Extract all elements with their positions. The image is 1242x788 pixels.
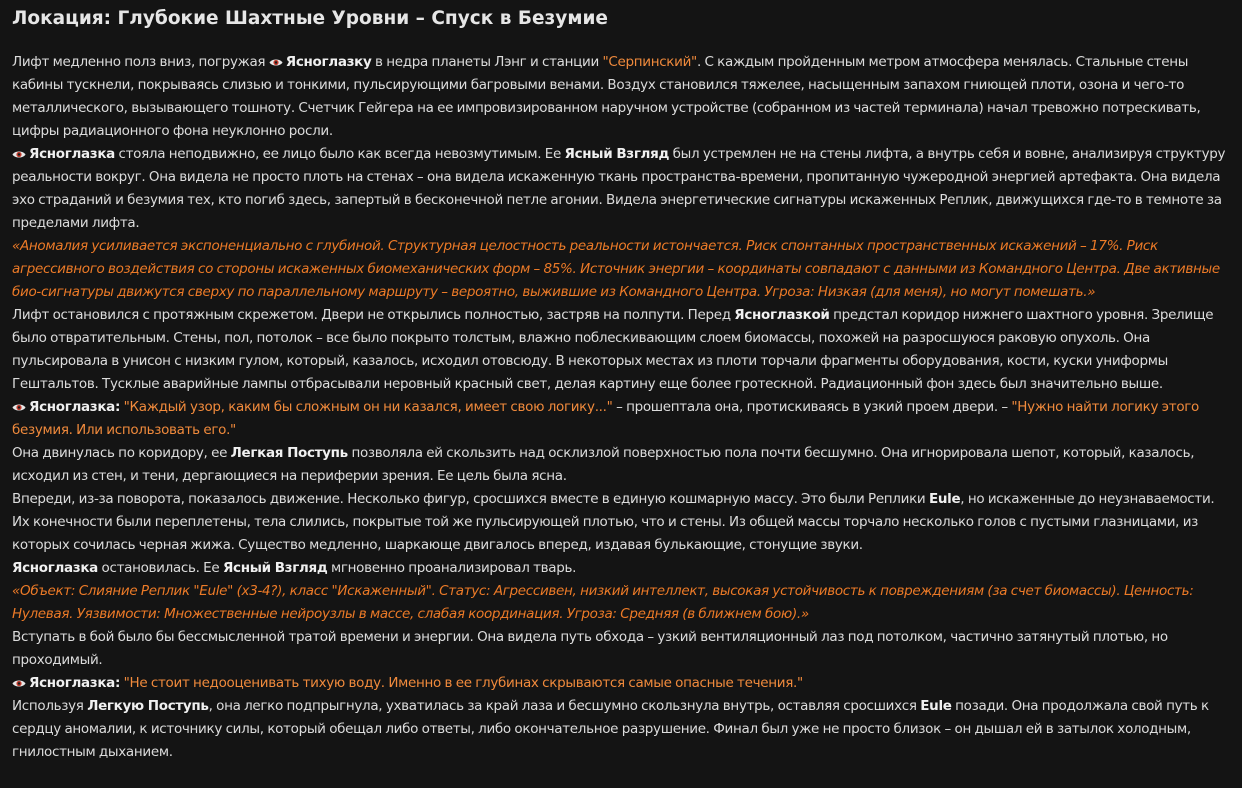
narration-text: Впереди, из-за поворота, показалось движение. Несколько фигур, сросшихся вместе в единую кошмарную массу. Это были Реплики: [12, 491, 929, 507]
page-title: Локация: Глубокие Шахтные Уровни – Спуск в Безумие: [12, 8, 608, 29]
story-paragraph: [12, 304, 1230, 396]
story-paragraph: [12, 488, 1230, 557]
analysis-text: «Аномалия усиливается экспоненциально с глубиной. Структурная целостность реальности истончается. Риск спонтанных пространственных искажений – 17%. Риск агрессивного воздействия со стороны искаженных биомеханических форм – 85%. Источник энергии – координаты совпадают с данными из Командного Центра. Две активные био-сигнатуры движутся сверху по параллельному маршруту – вероятно, выжившие из Командного Центра. Угроза: Низкая (для меня), но могут помешать.»: [12, 238, 1220, 300]
narration-text: был устремлен не на стены лифта, а внутрь себя и вовне, анализируя структуру реальности вокруг. Она видела не просто плоть на стенах – она видела искаженную ткань пространства-времени, пропитанную чужеродной энергией артефакта. Она видела эхо страданий и безумия тех, кто погиб здесь, запертый в бесконечной петле агонии. Видела энергетические сигнатуры искаженных Реплик, движущихся где-то в темноте за пределами лифта.: [12, 146, 1226, 231]
character-name: Ясный Взгляд: [222, 560, 328, 576]
story-paragraph: [12, 51, 1230, 143]
narration-text: стояла неподвижно, ее лицо было как всегда невозмутимым. Ее: [114, 146, 565, 162]
character-name: Ясноглазкой: [734, 307, 830, 323]
narration-text: Лифт остановился с протяжным скрежетом. Двери не открылись полностью, застряв на полпути. Перед: [12, 307, 735, 323]
character-name: Легкая Поступь: [230, 445, 348, 461]
character-name: Ясноглазка:: [29, 399, 121, 415]
narration-text: позади. Она продолжала свой путь к сердцу аномалии, к источнику силы, который обещал либо ответы, либо окончательное разрушение. Финал был уже не просто близок – он дышал ей в затылок холодным, гнилостным дыханием.: [12, 698, 1209, 760]
eye-icon: [12, 679, 26, 688]
story-paragraph: [12, 672, 1230, 695]
narration-text: мгновенно проанализировал тварь.: [327, 560, 577, 576]
story-paragraph: [12, 626, 1230, 672]
story-paragraph: [12, 396, 1230, 442]
narration-text: Используя: [12, 698, 88, 714]
character-name: Eule: [920, 698, 952, 714]
story-paragraph: [12, 442, 1230, 488]
narration-text: Она двинулась по коридору, ее: [12, 445, 231, 461]
narration-text: , она легко подпрыгнула, ухватилась за край лаза и бесшумно скользнула внутрь, оставляя сросшихся: [208, 698, 921, 714]
narration-text: в недра планеты Лэнг и станции: [371, 54, 603, 70]
story-paragraph: [12, 695, 1230, 764]
character-name: Ясноглазка: [12, 560, 98, 576]
character-name: Легкую Поступь: [87, 698, 209, 714]
narration-text: . С каждым пройденным метром атмосфера менялась. Стальные стены кабины тускнели, покрываясь слизью и тонкими, пульсирующими багровыми венами. Воздух становился тяжелее, насыщенным запахом гниющей плоти, озона и чего-то металлического, вызывающего тошноту. Счетчик Гейгера на ее импровизированном наручном устройстве (собранном из частей терминала) начал тревожно потрескивать, цифры радиационного фона неуклонно росли.: [12, 54, 1201, 139]
character-name: Ясный Взгляд: [564, 146, 670, 162]
dialogue-quote: "Серпинский": [602, 54, 697, 70]
analysis-text: «Объект: Слияние Реплик "Eule" (x3-4?), класс "Искаженный". Статус: Агрессивен, низкий интеллект, высокая устойчивость к повреждениям (за счет биомассы). Ценность: Нулевая. Уязвимости: Множественные нейроузлы в массе, слабая координация. Угроза: Средняя (в ближнем бою).»: [12, 583, 1194, 622]
narration-text: остановилась. Ее: [97, 560, 223, 576]
dialogue-quote: "Нужно найти логику этого безумия. Или использовать его.": [12, 399, 1199, 438]
character-name: Ясноглазка:: [29, 675, 121, 691]
dialogue-quote: "Не стоит недооценивать тихую воду. Именно в ее глубинах скрываются самые опасные течения.": [123, 675, 803, 691]
story-paragraph: [12, 557, 1230, 580]
eye-icon: [12, 150, 26, 159]
narration-text: , но искаженные до неузнаваемости. Их конечности были переплетены, тела слились, покрытые той же пульсирующей плотью, что и стены. Из общей массы торчало несколько голов с пустыми глазницами, из которых сочилась черная жижа. Существо медленно, шаркающе двигалось вперед, издавая булькающие, стонущие звуки.: [12, 491, 1215, 553]
narration-text: предстал коридор нижнего шахтного уровня. Зрелище было отвратительным. Стены, пол, потолок – все было покрыто толстым, влажно поблескивающим слоем биомассы, похожей на разросшуюся раковую опухоль. Она пульсировала в унисон с низким гулом, который, казалось, исходил отовсюду. В некоторых местах из плоти торчали фрагменты оборудования, кости, куски униформы Гештальтов. Тусклые аварийные лампы отбрасывали неровный красный свет, делая картину еще более гротескной. Радиационный фон здесь был значительно выше.: [12, 307, 1214, 392]
narration-text: Вступать в бой было бы бессмысленной тратой времени и энергии. Она видела путь обхода – узкий вентиляционный лаз под потолком, частично затянутый плотью, но проходимый.: [12, 629, 1168, 668]
story-paragraph: [12, 580, 1230, 626]
story-content: [12, 51, 1230, 764]
story-paragraph: [12, 235, 1230, 304]
eye-icon: [12, 403, 26, 412]
eye-icon: [269, 58, 283, 67]
dialogue-quote: "Каждый узор, каким бы сложным он ни казался, имеет свою логику...": [123, 399, 613, 415]
narration-text: позволяла ей скользить над осклизлой поверхностью пола почти бесшумно. Она игнорировала шепот, который, казалось, исходил из стен, и тени, дергающиеся на периферии зрения. Ее цель была ясна.: [12, 445, 1195, 484]
character-name: Eule: [928, 491, 961, 507]
narration-text: – прошептала она, протискиваясь в узкий проем двери. –: [612, 399, 1012, 415]
character-name: Ясноглазку: [285, 54, 372, 70]
narration-text: Лифт медленно полз вниз, погружая: [12, 54, 269, 70]
character-name: Ясноглазка: [29, 146, 115, 162]
story-paragraph: [12, 143, 1230, 235]
